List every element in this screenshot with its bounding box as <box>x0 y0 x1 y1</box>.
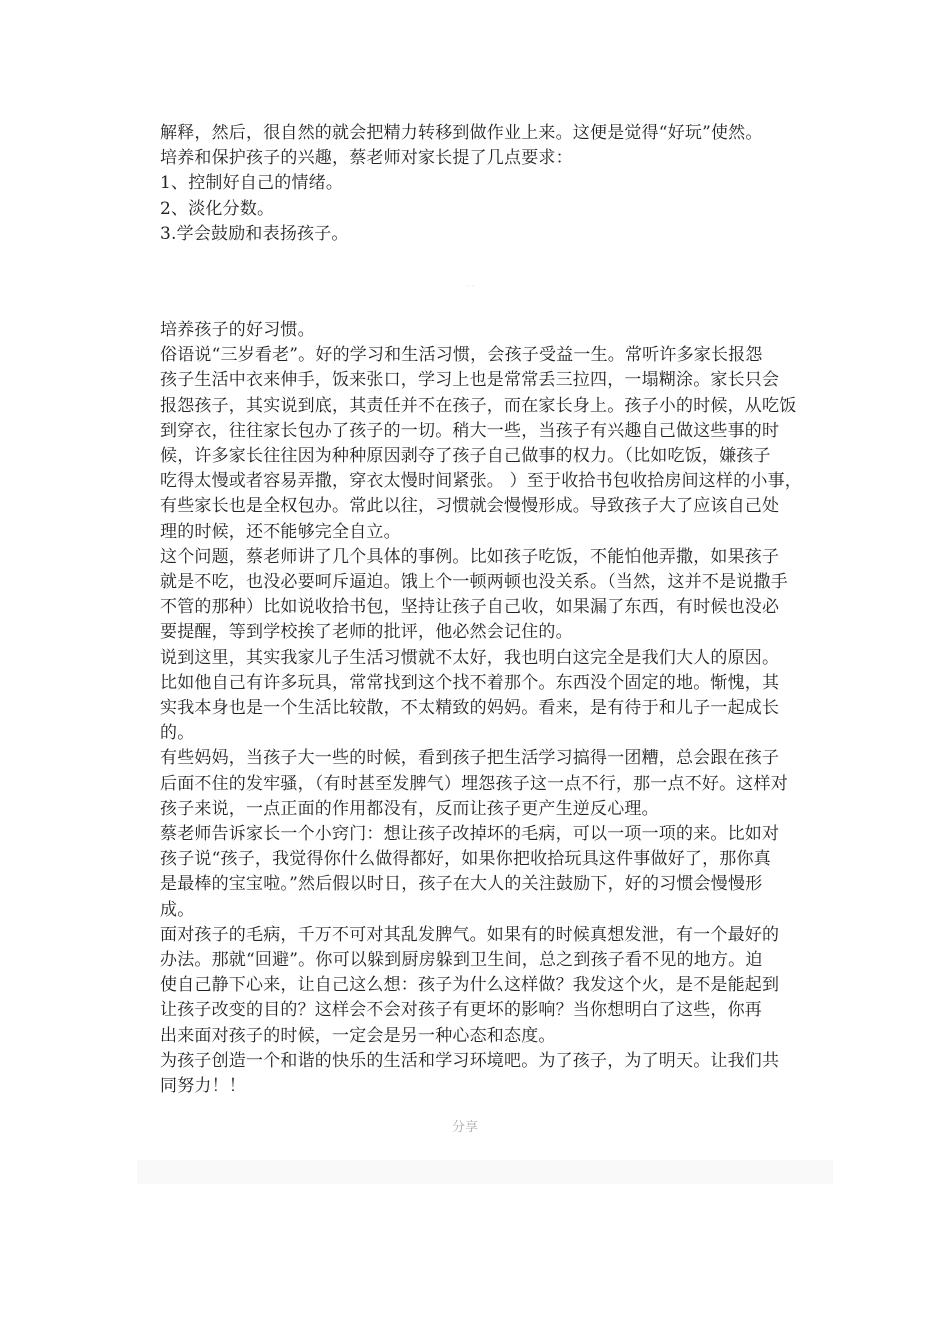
main-article-body <box>160 318 850 1099</box>
article-line: 说到这里，其实我家儿子生活习惯就不太好，我也明白这完全是我们大人的原因。 <box>160 647 780 668</box>
article-line: 蔡老师告诉家长一个小窍门：想让孩子改掉坏的毛病，可以一项一项的来。比如对 <box>160 824 780 845</box>
article-line: 吃得太慢或者容易弄撒，穿衣太慢时间紧张。 ）至于收拾书包收拾房间这样的小事， <box>160 471 803 492</box>
article-line: 孩子生活中衣来伸手，饭来张口，学习上也是常常丢三拉四，一塌糊涂。家长只会 <box>160 370 780 391</box>
article-line: 报怨孩子，其实说到底，其责任并不在孩子，而在家长身上。孩子小的时候，从吃饭 <box>160 395 797 416</box>
article-line: 实我本身也是一个生活比较散，不太精致的妈妈。看来，是有待于和儿子一起成长 <box>160 698 780 719</box>
article-line: 培养孩子的好习惯。 <box>160 320 315 340</box>
article-line: 这个问题，蔡老师讲了几个具体的事例。比如孩子吃饭，不能怕他弄撒，如果孩子 <box>160 546 780 567</box>
article-line: 让孩子改变的目的？这样会不会对孩子有更坏的影响？当你想明白了这些，你再 <box>160 1000 762 1021</box>
article-line: 为孩子创造一个和谐的快乐的生活和学习环境吧。为了孩子，为了明天。让我们共 <box>160 1050 780 1071</box>
article-line: 孩子来说，一点正面的作用都没有，反而让孩子更产生逆反心理。 <box>160 798 659 819</box>
article-line: 候，许多家长往往因为种种原因剥夺了孩子自己做事的权力。（比如吃饭，嫌孩子 <box>160 446 771 467</box>
article-line: 理的时候，还不能够完全自立。 <box>160 521 401 542</box>
article-line: 有些妈妈，当孩子大一些的时候，看到孩子把生活学习搞得一团糟，总会跟在孩子 <box>160 748 780 769</box>
page-break-marker: · · <box>466 282 475 292</box>
intro-text-block <box>160 121 840 247</box>
article-line: 办法。那就“回避”。你可以躲到厨房躲到卫生间，总之到孩子看不见的地方。迫 <box>160 950 763 971</box>
article-line: 使自己静下心来，让自己这么想：孩子为什么这样做？我发这个火，是不是能起到 <box>160 975 780 996</box>
article-line: 的。 <box>160 723 195 744</box>
share-link[interactable]: 分享 <box>452 1120 479 1135</box>
article-line: 同努力！！ <box>160 1076 246 1097</box>
article-line: 面对孩子的毛病，千万不可对其乱发脾气。如果有的时候真想发泄，有一个最好的 <box>160 924 780 945</box>
intro-line: 解释，然后，很自然的就会把精力转移到做作业上来。这便是觉得“好玩”使然。 <box>160 123 763 143</box>
article-line: 孩子说“孩子，我觉得你什么做得都好，如果你把收拾玩具这件事做好了，那你真 <box>160 849 771 870</box>
article-line: 俗语说“三岁看老”。好的学习和生活习惯，会孩子受益一生。常听许多家长报怨 <box>160 345 763 366</box>
article-line: 后面不住的发牢骚，（有时甚至发脾气）埋怨孩子这一点不行，那一点不好。这样对 <box>160 773 788 794</box>
article-line: 比如他自己有许多玩具，常常找到这个找不着那个。东西没个固定的地。惭愧，其 <box>160 672 780 693</box>
intro-line: 培养和保护孩子的兴趣，蔡老师对家长提了几点要求： <box>160 148 573 169</box>
intro-line: 1、控制好自己的情绪。 <box>160 173 344 194</box>
article-line: 不管的那种）比如说收拾书包，坚持让孩子自己收，如果漏了东西，有时候也没必 <box>160 597 780 618</box>
article-line: 就是不吃，也没必要呵斥逼迫。饿上个一顿两顿也没关系。（当然，这并不是说撒手 <box>160 572 788 593</box>
article-line: 有些家长也是全权包办。常此以往，习惯就会慢慢形成。导致孩子大了应该自己处 <box>160 496 780 517</box>
intro-line: 2、淡化分数。 <box>160 198 275 219</box>
article-line: 是最棒的宝宝啦。”然后假以时日，孩子在大人的关注鼓励下，好的习惯会慢慢形 <box>160 874 763 895</box>
article-line: 要提醒，等到学校挨了老师的批评，他必然会记住的。 <box>160 622 573 643</box>
article-line: 到穿衣，往往家长包办了孩子的一切。稍大一些，当孩子有兴趣自己做这些事的时 <box>160 420 780 441</box>
footer-bar <box>137 1160 833 1184</box>
article-line: 成。 <box>160 899 195 920</box>
article-line: 出来面对孩子的时候，一定会是另一种心态和态度。 <box>160 1025 556 1046</box>
intro-line: 3.学会鼓励和表扬孩子。 <box>160 223 349 244</box>
